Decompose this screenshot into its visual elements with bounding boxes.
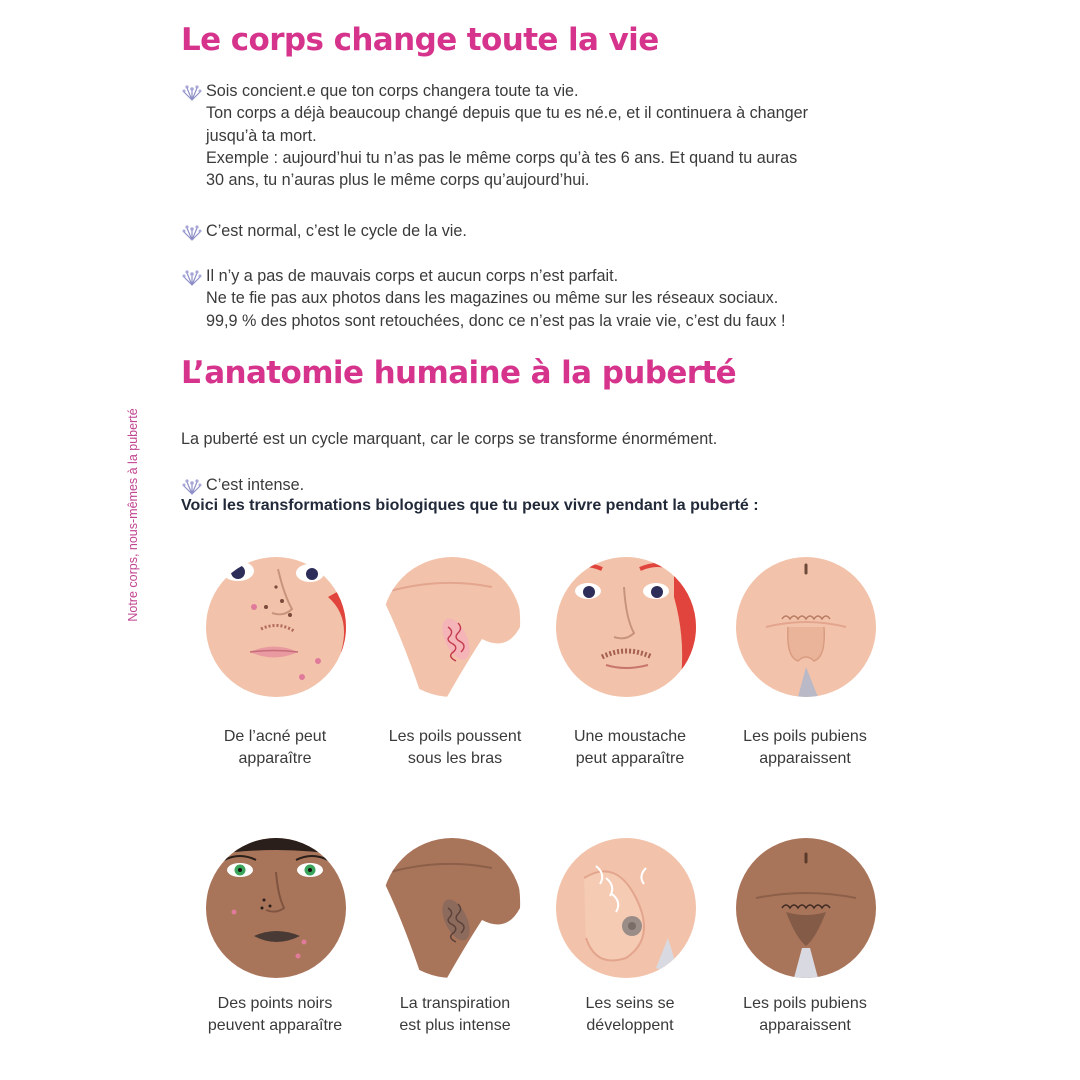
caption-line: Les poils poussent [388,728,522,745]
bullet-cycle-of-life [181,220,467,242]
caption-line: Des points noirs [217,995,333,1012]
pubic-hair-female-illustration [736,838,876,978]
caption-line: peuvent apparaître [207,1017,343,1034]
caption-line: La transpiration [399,995,511,1012]
sprout-icon [181,266,203,286]
bullet-line: Exemple : aujourd’hui tu n’as pas le même corps qu’à tes 6 ans. Et quand tu auras [206,148,798,167]
bullet-line: Ne te fie pas aux photos dans les magazines ou même sur les réseaux sociaux. [206,289,779,308]
armpit-sweat-illustration [382,838,522,978]
caption-line: De l’acné peut [223,728,327,745]
caption-line: est plus intense [399,1017,511,1034]
bullet-no-perfect-body [181,265,786,332]
caption-pubic-hair-2 [720,993,890,1037]
caption-line: Les poils pubiens [743,995,867,1012]
sprout-icon [181,221,203,241]
caption-blackheads [190,993,360,1037]
caption-pubic-hair-1 [720,726,890,770]
breast-development-illustration [556,838,696,978]
caption-sweat [370,993,540,1037]
sprout-icon [181,81,203,101]
caption-moustache [545,726,715,770]
face-moustache-illustration [556,557,696,697]
bullet-line: C’est normal, c’est le cycle de la vie. [206,222,467,240]
section-title-anatomy-puberty: L’anatomie humaine à la puberté [181,355,737,391]
caption-line: Les seins se [585,995,675,1012]
bullet-line: 30 ans, tu n’auras plus le même corps qu’aujourd’hui. [206,171,590,190]
caption-armpit-hair [370,726,540,770]
caption-line: apparaissent [759,750,851,767]
bullet-line: 99,9 % des photos sont retouchées, donc ce n’est pas la vraie vie, c’est du faux ! [206,311,786,330]
face-acne-illustration [206,557,346,697]
caption-line: sous les bras [407,750,503,767]
caption-line: développent [586,1017,674,1034]
caption-breasts [545,993,715,1037]
caption-line: peut apparaître [575,750,685,767]
caption-line: apparaître [238,750,312,767]
pubic-hair-male-illustration [736,557,876,697]
bullet-line: Il n’y a pas de mauvais corps et aucun corps n’est parfait. [206,267,619,285]
transformations-lead: Voici les transformations biologiques que tu peux vivre pendant la puberté : [181,497,759,514]
sprout-icon [181,475,203,495]
bullet-body-changes-life [181,80,808,191]
face-blackheads-illustration [206,838,346,978]
caption-line: apparaissent [759,1017,851,1034]
armpit-hair-illustration [382,557,522,697]
bullet-intense [181,474,304,496]
caption-line: Une moustache [573,728,687,745]
caption-acne [190,726,360,770]
section-title-body-changes: Le corps change toute la vie [181,22,659,58]
bullet-line: C’est intense. [206,476,305,494]
caption-line: Les poils pubiens [743,728,867,745]
bullet-line: jusqu’à ta mort. [206,126,317,145]
bullet-line: Ton corps a déjà beaucoup changé depuis que tu es né.e, et il continuera à changer [206,104,809,123]
intro-paragraph: La puberté est un cycle marquant, car le corps se transforme énormément. [181,430,718,448]
side-running-title: Notre corps, nous-mêmes à la puberté [126,408,140,622]
bullet-line: Sois concient.e que ton corps changera toute ta vie. [206,82,579,100]
